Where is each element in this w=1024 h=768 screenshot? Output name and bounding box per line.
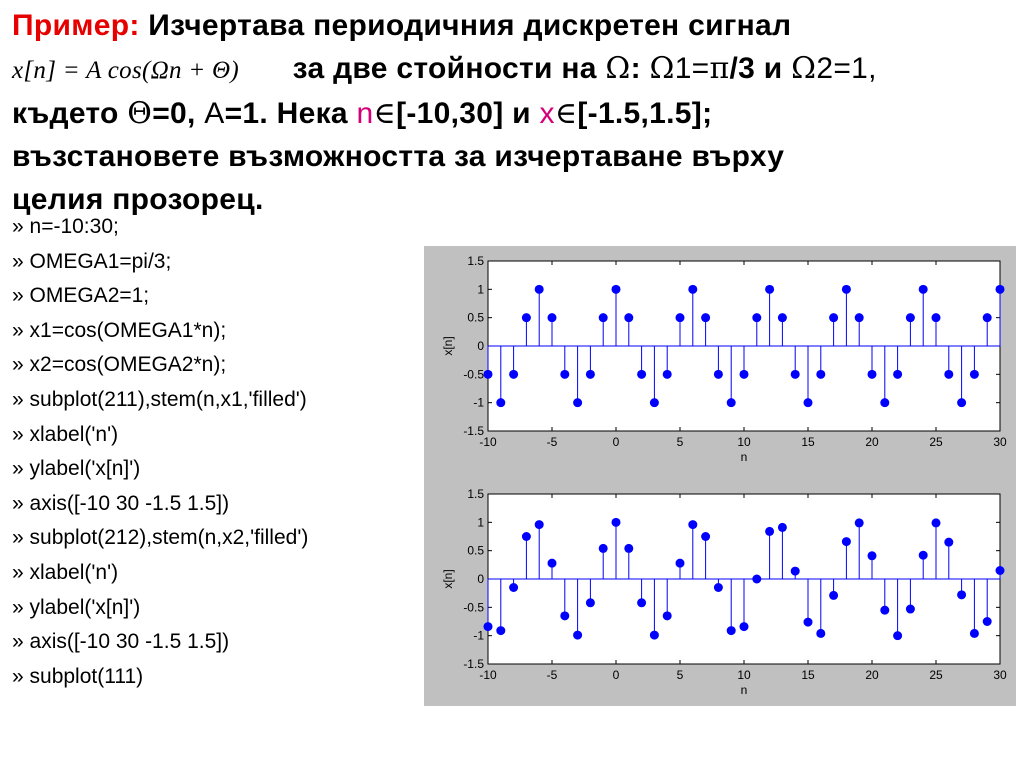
- code-line: » OMEGA1=pi/3;: [12, 249, 172, 273]
- x-tick-label: -10: [479, 668, 497, 682]
- omega1-value: 1=: [674, 52, 710, 85]
- stem-marker: [701, 313, 710, 322]
- stem-marker: [752, 575, 761, 584]
- stem-marker: [663, 370, 672, 379]
- stem-marker: [816, 370, 825, 379]
- stem-marker: [816, 629, 825, 638]
- omega2-symbol: Ω: [791, 51, 817, 86]
- y-tick-label: 1.5: [467, 254, 484, 268]
- y-tick-label: 0: [477, 339, 484, 353]
- stem-marker: [573, 631, 582, 640]
- var-x: x: [539, 97, 555, 130]
- stem-marker: [893, 631, 902, 640]
- y-tick-label: -0.5: [463, 600, 484, 615]
- stem-marker: [842, 285, 851, 294]
- x-tick-label: 15: [801, 668, 815, 682]
- stem-marker: [637, 370, 646, 379]
- signal-formula: x[n] = A cos(Ωn + Θ): [12, 57, 240, 84]
- x-axis-label: n: [740, 450, 748, 464]
- stem-marker: [855, 518, 864, 527]
- theta-symbol: Θ: [127, 96, 153, 131]
- x-tick-label: 20: [865, 668, 879, 682]
- title-line2a: за две стойности на: [284, 52, 606, 85]
- y-axis-label: x[n]: [441, 336, 455, 356]
- y-tick-label: 1: [477, 282, 484, 297]
- code-line: » n=-10:30;: [12, 215, 119, 238]
- code-line: » subplot(212),stem(n,x2,'filled'): [12, 526, 309, 550]
- omega2-value: 2=1,: [816, 52, 877, 85]
- x-tick-label: 0: [612, 668, 620, 682]
- stem-marker: [932, 313, 941, 322]
- stem-marker: [727, 626, 736, 635]
- stem-marker: [701, 532, 710, 541]
- stem-marker: [727, 398, 736, 407]
- slide-title: [12, 4, 1016, 221]
- stem-marker: [919, 285, 928, 294]
- title-line3a: където: [12, 97, 128, 130]
- stem-marker: [880, 606, 889, 615]
- x-tick-label: 10: [737, 435, 751, 449]
- code-line: » subplot(111): [12, 664, 144, 688]
- stem-marker: [560, 611, 569, 620]
- stem-plots: [424, 246, 1016, 706]
- stem-marker: [970, 629, 979, 638]
- stem-marker: [612, 518, 621, 527]
- title-line4: възстановете възможността за изчертаване върху: [12, 140, 785, 173]
- code-line: » ylabel('x[n]'): [12, 595, 141, 619]
- element-of-symbol: ∈: [373, 96, 397, 131]
- stem-marker: [804, 398, 813, 407]
- y-tick-label: 1: [477, 515, 484, 530]
- y-tick-label: -1: [473, 395, 484, 410]
- stem-marker: [893, 370, 902, 379]
- title-line5: целия прозорец.: [12, 183, 264, 216]
- amplitude-symbol: А: [204, 97, 225, 130]
- stem-marker: [983, 313, 992, 322]
- x-axis-label: n: [740, 683, 748, 697]
- omega1-symbol: Ω: [649, 51, 675, 86]
- x-tick-label: 5: [676, 668, 684, 682]
- title-line2d: /3 и: [729, 52, 792, 85]
- stem-marker: [663, 611, 672, 620]
- stem-marker: [842, 537, 851, 546]
- stem-marker: [791, 370, 800, 379]
- stem-marker: [791, 567, 800, 576]
- stem-marker: [624, 313, 633, 322]
- stem-marker: [688, 285, 697, 294]
- x-tick-label: -5: [546, 668, 558, 682]
- stem-marker: [778, 313, 787, 322]
- y-tick-label: -1.5: [463, 424, 484, 438]
- stem-marker: [548, 559, 557, 568]
- stem-marker: [509, 583, 518, 592]
- stem-marker: [676, 313, 685, 322]
- code-line: » x2=cos(OMEGA2*n);: [12, 353, 227, 377]
- x-tick-label: 0: [612, 435, 620, 449]
- stem-marker: [996, 285, 1005, 294]
- stem-marker: [765, 285, 774, 294]
- code-line: » axis([-10 30 -1.5 1.5]): [12, 630, 230, 654]
- stem-marker: [637, 598, 646, 607]
- stem-marker: [944, 538, 953, 547]
- stem-marker: [535, 285, 544, 294]
- x-tick-label: -5: [546, 435, 558, 449]
- stem-marker: [868, 370, 877, 379]
- stem-marker: [765, 527, 774, 536]
- stem-marker: [522, 313, 531, 322]
- stem-marker: [676, 559, 685, 568]
- x-range: [-1.5,1.5];: [577, 97, 713, 130]
- y-tick-label: -1.5: [463, 657, 484, 671]
- title-colon: :: [630, 52, 650, 85]
- code-line: » ylabel('x[n]'): [12, 457, 141, 481]
- stem-marker: [496, 398, 505, 407]
- stem-marker: [650, 398, 659, 407]
- stem-marker: [829, 313, 838, 322]
- stem-marker: [688, 520, 697, 529]
- stem-marker: [484, 622, 493, 631]
- stem-marker: [804, 618, 813, 627]
- x-tick-label: 25: [929, 668, 943, 682]
- title-prefix: Пример:: [12, 9, 140, 42]
- matlab-code-list: [12, 210, 308, 694]
- code-line: » x1=cos(OMEGA1*n);: [12, 318, 227, 342]
- stem-marker: [919, 551, 928, 560]
- stem-marker: [932, 518, 941, 527]
- y-tick-label: 0.5: [467, 543, 484, 558]
- n-range: [-10,30] и: [396, 97, 540, 130]
- stem-marker: [880, 398, 889, 407]
- stem-marker: [484, 370, 493, 379]
- x-tick-label: 30: [993, 435, 1007, 449]
- stem-marker: [573, 398, 582, 407]
- stem-marker: [612, 285, 621, 294]
- var-n: n: [356, 97, 374, 130]
- x-tick-label: 10: [737, 668, 751, 682]
- stem-marker: [650, 631, 659, 640]
- code-line: » subplot(211),stem(n,x1,'filled'): [12, 387, 307, 411]
- stem-marker: [714, 583, 723, 592]
- stem-marker: [970, 370, 979, 379]
- pi-symbol: π: [709, 51, 730, 86]
- stem-marker: [548, 313, 557, 322]
- stem-marker: [624, 544, 633, 553]
- code-line: » xlabel('n'): [12, 560, 119, 584]
- theta-value: =0,: [152, 97, 205, 130]
- y-tick-label: 0: [477, 572, 484, 586]
- stem-marker: [586, 370, 595, 379]
- stem-marker: [778, 523, 787, 532]
- code-line: » xlabel('n'): [12, 422, 119, 446]
- y-axis-label: x[n]: [441, 569, 455, 589]
- stem-marker: [944, 370, 953, 379]
- x-tick-label: 5: [676, 435, 684, 449]
- stem-marker: [829, 591, 838, 600]
- x-tick-label: 20: [865, 435, 879, 449]
- stem-marker: [855, 313, 864, 322]
- stem-marker: [496, 626, 505, 635]
- code-line: » axis([-10 30 -1.5 1.5]): [12, 491, 230, 515]
- stem-marker: [868, 551, 877, 560]
- title-line1: Изчертава периодичния дискретен сигнал: [139, 9, 792, 42]
- stem-marker: [906, 313, 915, 322]
- stem-marker: [560, 370, 569, 379]
- omega-symbol: Ω: [605, 51, 631, 86]
- stem-marker: [535, 520, 544, 529]
- x-tick-label: -10: [479, 435, 497, 449]
- y-tick-label: 0.5: [467, 310, 484, 325]
- x-tick-label: 25: [929, 435, 943, 449]
- stem-marker: [752, 313, 761, 322]
- stem-marker: [996, 566, 1005, 575]
- stem-marker: [906, 605, 915, 614]
- title-line3c: =1. Нека: [224, 97, 357, 130]
- y-tick-label: -0.5: [463, 367, 484, 382]
- y-tick-label: -1: [473, 628, 484, 643]
- stem-marker: [599, 544, 608, 553]
- stem-marker: [957, 398, 966, 407]
- y-tick-label: 1.5: [467, 487, 484, 501]
- stem-marker: [740, 622, 749, 631]
- stem-marker: [957, 590, 966, 599]
- stem-marker: [714, 370, 723, 379]
- code-line: » OMEGA2=1;: [12, 284, 150, 308]
- stem-marker: [522, 532, 531, 541]
- stem-marker: [509, 370, 518, 379]
- x-tick-label: 30: [993, 668, 1007, 682]
- x-tick-label: 15: [801, 435, 815, 449]
- stem-marker: [740, 370, 749, 379]
- stem-marker: [983, 617, 992, 626]
- element-of-symbol: ∈: [554, 96, 578, 131]
- stem-marker: [586, 598, 595, 607]
- matlab-figure: [424, 246, 1016, 706]
- stem-marker: [599, 313, 608, 322]
